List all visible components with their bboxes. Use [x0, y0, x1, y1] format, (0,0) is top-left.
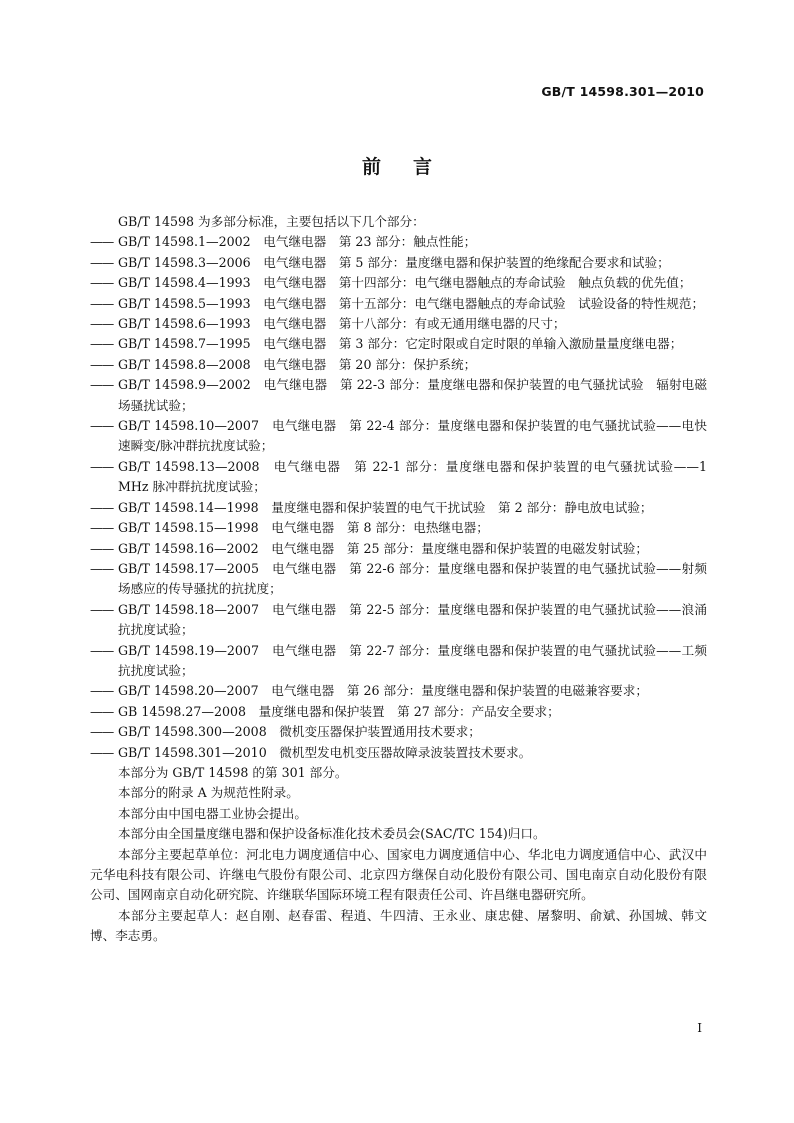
list-item-text: GB/T 14598.3—2006 电气继电器 第 5 部分：量度继电器和保护装置的绝缘配合要求和试验； [118, 254, 670, 270]
list-item-text: GB/T 14598.4—1993 电气继电器 第十四部分：电气继电器触点的寿命试验 触点负载的优先值； [118, 275, 692, 291]
list-item-text: GB/T 14598.301—2010 微机型发电机变压器故障录波装置技术要求。 [118, 744, 532, 760]
list-item-text: GB/T 14598.18—2007 电气继电器 第 22-5 部分：量度继电器和保护装置的电气骚扰试验——浪涌抗扰度试验； [118, 601, 707, 638]
document-body [90, 212, 707, 947]
list-item-text: GB/T 14598.17—2005 电气继电器 第 22-6 部分：量度继电器和保护装置的电气骚扰试验——射频场感应的传导骚扰的抗扰度； [118, 560, 707, 597]
paragraph: 本部分主要起草单位：河北电力调度通信中心、国家电力调度通信中心、华北电力调度通信中心、武汉中元华电科技有限公司、许继电气股份有限公司、北京四方继保自动化股份有限公司、国电南京自动化股份有限公司、国网南京自动化研究院、许继联华国际环境工程有限责任公司、许昌继电器研究所。 [90, 846, 707, 903]
list-item [90, 641, 707, 682]
list-item [90, 457, 707, 498]
list-item [90, 232, 707, 252]
intro-paragraph: GB/T 14598 为多部分标准，主要包括以下几个部分： [118, 214, 425, 229]
list-item-text: GB/T 14598.10—2007 电气继电器 第 22-4 部分：量度继电器和保护装置的电气骚扰试验——电快速瞬变/脉冲群抗扰度试验； [118, 418, 707, 454]
list-dash: —— [90, 703, 114, 719]
list-dash: —— [90, 683, 114, 699]
list-item-text: GB/T 14598.9—2002 电气继电器 第 22-3 部分：量度继电器和保护装置的电气骚扰试验 辐射电磁场骚扰试验； [118, 377, 707, 413]
list-item [90, 702, 707, 722]
list-item-text: GB/T 14598.5—1993 电气继电器 第十五部分：电气继电器触点的寿命试验 试验设备的特性规范； [118, 295, 705, 311]
list-item-text: GB/T 14598.6—1993 电气继电器 第十八部分：有或无通用继电器的尺寸； [118, 316, 566, 332]
list-dash: —— [90, 316, 114, 332]
paragraph: 本部分由中国电器工业协会提出。 [118, 805, 307, 821]
list-item-text: GB/T 14598.13—2008 电气继电器 第 22-1 部分：量度继电器和保护装置的电气骚扰试验——1 MHz 脉冲群抗扰度试验； [118, 458, 707, 495]
paragraph: 本部分的附录 A 为规范性附录。 [118, 785, 299, 801]
list-item [90, 314, 707, 334]
list-item [90, 559, 707, 600]
list-dash: —— [90, 234, 114, 250]
list-item-text: GB/T 14598.15—1998 电气继电器 第 8 部分：电热继电器； [118, 520, 489, 536]
list-dash: —— [90, 418, 114, 434]
list-item-text: GB/T 14598.20—2007 电气继电器 第 26 部分：量度继电器和保护装置的电磁兼容要求； [118, 683, 648, 699]
paragraph-list [90, 763, 707, 947]
list-dash: —— [90, 458, 114, 474]
list-item [90, 375, 707, 416]
list-item [90, 273, 707, 293]
list-item [90, 294, 707, 314]
list-dash: —— [90, 724, 114, 740]
list-item [90, 518, 707, 538]
list-item-text: GB/T 14598.8—2008 电气继电器 第 20 部分：保护系统； [118, 356, 477, 372]
list-item [90, 539, 707, 559]
list-item [90, 722, 707, 742]
list-dash: —— [90, 560, 114, 576]
list-item-text: GB/T 14598.14—1998 量度继电器和保护装置的电气干扰试验 第 2 部分：静电放电试验； [118, 499, 653, 515]
list-item [90, 498, 707, 518]
list-dash: —— [90, 295, 114, 311]
list-dash: —— [90, 377, 114, 393]
list-item-text: GB/T 14598.1—2002 电气继电器 第 23 部分：触点性能； [118, 234, 477, 250]
list-dash: —— [90, 499, 114, 515]
paragraph: 本部分主要起草人：赵自刚、赵春雷、程逍、牛四清、王永业、康忠健、屠黎明、俞斌、孙国城、韩文博、李志勇。 [90, 907, 707, 944]
list-item [90, 743, 707, 763]
page-number: I [697, 1021, 702, 1035]
list-dash: —— [90, 601, 114, 617]
standards-list [90, 232, 707, 763]
list-item [90, 334, 707, 354]
list-item-text: GB/T 14598.19—2007 电气继电器 第 22-7 部分：量度继电器和保护装置的电气骚扰试验——工频抗扰度试验； [118, 642, 707, 678]
paragraph: 本部分为 GB/T 14598 的第 301 部分。 [118, 764, 348, 780]
list-item-text: GB/T 14598.16—2002 电气继电器 第 25 部分：量度继电器和保护装置的电磁发射试验； [118, 540, 648, 556]
list-item-text: GB/T 14598.300—2008 微机变压器保护装置通用技术要求； [118, 724, 481, 740]
list-dash: —— [90, 540, 114, 556]
list-item [90, 416, 707, 457]
list-dash: —— [90, 254, 114, 270]
list-item [90, 355, 707, 375]
list-dash: —— [90, 356, 114, 372]
list-dash: —— [90, 520, 114, 536]
list-item [90, 600, 707, 641]
standard-code: GB/T 14598.301—2010 [541, 84, 704, 99]
page-title: 前言 [361, 156, 464, 178]
list-dash: —— [90, 275, 114, 291]
list-dash: —— [90, 642, 114, 658]
paragraph: 本部分由全国量度继电器和保护设备标准化技术委员会(SAC/TC 154)归口。 [118, 826, 546, 842]
list-item-text: GB/T 14598.7—1995 电气继电器 第 3 部分：它定时限或自定时限的单输入激励量量度继电器； [118, 336, 683, 352]
list-item [90, 681, 707, 701]
list-item [90, 253, 707, 273]
list-dash: —— [90, 336, 114, 352]
list-dash: —— [90, 744, 114, 760]
list-item-text: GB 14598.27—2008 量度继电器和保护装置 第 27 部分：产品安全要求； [118, 703, 560, 719]
